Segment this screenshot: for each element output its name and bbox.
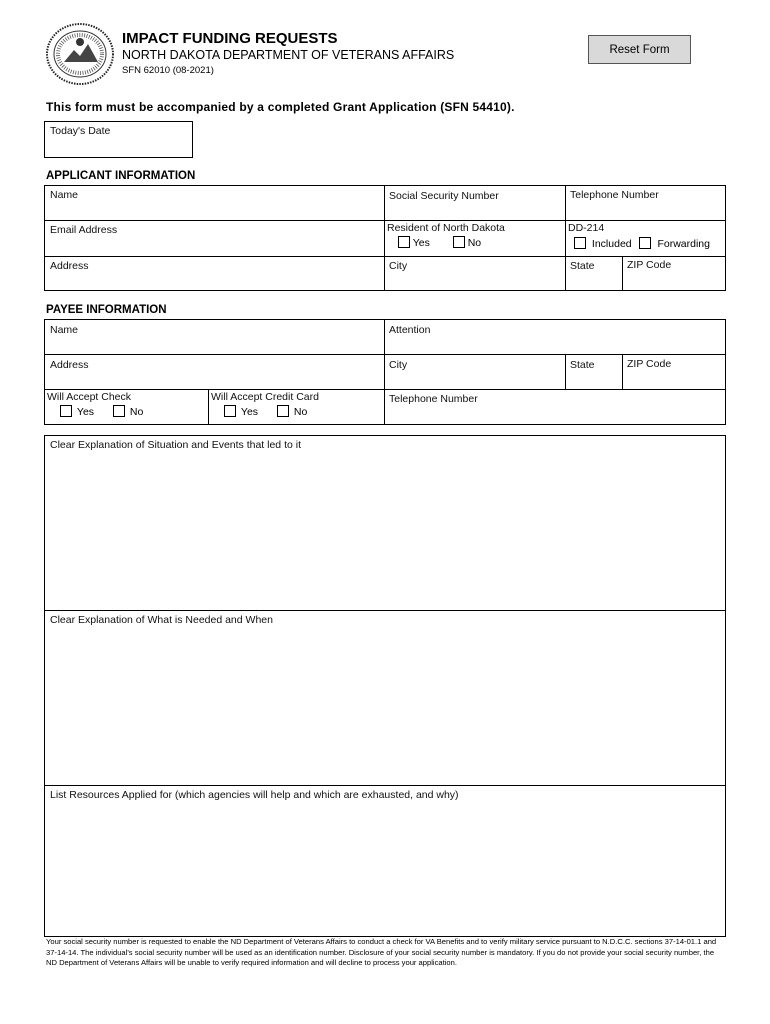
accept-credit-yes-checkbox[interactable] — [224, 405, 236, 417]
payee-section-heading: PAYEE INFORMATION — [46, 304, 167, 316]
reset-form-button[interactable]: Reset Form — [588, 35, 691, 64]
payee-address-label: Address — [50, 359, 89, 371]
ssn-disclaimer: Your social security number is requested to enable the ND Department of Veterans Affairs to conduct a check for VA Benefits and to verify military service pursuant to N.D.C.C. sections 37-14-01.1 and 37-14-14. The individual's social security number will be used as an identification number. Disclosure of your social security number is mandatory. If you do not provide your social security number, the ND Department of Veterans Affairs will be unable to verify required information and will decline to process your application. — [46, 937, 717, 968]
accept-check-no-label: No — [129, 406, 144, 418]
needed-explanation-textarea[interactable] — [45, 611, 725, 785]
applicant-name-field[interactable] — [45, 186, 384, 220]
accept-check-yes-checkbox[interactable] — [60, 405, 72, 417]
applicant-city-label: City — [389, 260, 408, 272]
payee-name-field[interactable] — [45, 320, 384, 354]
resident-yes-label: Yes — [412, 237, 430, 249]
applicant-state-label: State — [570, 260, 595, 272]
applicant-email-label: Email Address — [50, 224, 118, 236]
payee-zip-label: ZIP Code — [627, 358, 672, 370]
accept-credit-no-label: No — [293, 406, 308, 418]
applicant-address-field[interactable] — [45, 257, 384, 290]
resident-yes-checkbox[interactable] — [398, 236, 410, 248]
payee-city-field[interactable] — [385, 355, 565, 389]
accept-check-label: Will Accept Check — [47, 391, 132, 403]
applicant-name-label: Name — [50, 189, 79, 201]
accept-check-no-checkbox[interactable] — [113, 405, 125, 417]
resources-label: List Resources Applied for (which agencies will help and which are exhausted, and why) — [50, 789, 459, 801]
grant-application-notice: This form must be accompanied by a completed Grant Application (SFN 54410). — [46, 100, 515, 114]
applicant-phone-label: Telephone Number — [570, 189, 659, 201]
state-seal-icon — [44, 22, 116, 86]
department-name: NORTH DAKOTA DEPARTMENT OF VETERANS AFFAIRS — [122, 48, 455, 62]
form-title: IMPACT FUNDING REQUESTS — [122, 30, 338, 47]
payee-city-label: City — [389, 359, 408, 371]
situation-explanation-textarea[interactable] — [45, 436, 725, 610]
dd214-forwarding-checkbox[interactable] — [639, 237, 651, 249]
todays-date-label: Today's Date — [50, 125, 111, 137]
resident-label: Resident of North Dakota — [387, 222, 505, 234]
payee-attention-label: Attention — [389, 324, 431, 336]
applicant-section-heading: APPLICANT INFORMATION — [46, 170, 196, 182]
applicant-zip-label: ZIP Code — [627, 259, 672, 271]
dd214-forwarding-label: Forwarding — [657, 238, 710, 250]
applicant-ssn-label: Social Security Number — [389, 190, 499, 202]
accept-credit-yes-label: Yes — [240, 406, 259, 418]
dd214-included-checkbox[interactable] — [574, 237, 586, 249]
accept-check-yes-label: Yes — [76, 406, 95, 418]
payee-phone-label: Telephone Number — [389, 393, 478, 405]
situation-explanation-label: Clear Explanation of Situation and Events that led to it — [50, 439, 301, 451]
payee-state-label: State — [570, 359, 595, 371]
dd214-label: DD-214 — [568, 222, 605, 234]
resident-no-checkbox[interactable] — [453, 236, 465, 248]
payee-address-field[interactable] — [45, 355, 384, 389]
applicant-address-label: Address — [50, 260, 89, 272]
resident-no-label: No — [467, 237, 482, 249]
payee-attention-field[interactable] — [385, 320, 725, 354]
accept-credit-label: Will Accept Credit Card — [211, 391, 319, 403]
form-number: SFN 62010 (08-2021) — [122, 65, 214, 76]
resources-textarea[interactable] — [45, 786, 725, 936]
payee-name-label: Name — [50, 324, 79, 336]
accept-credit-no-checkbox[interactable] — [277, 405, 289, 417]
dd214-included-label: Included — [591, 238, 632, 250]
needed-explanation-label: Clear Explanation of What is Needed and When — [50, 614, 273, 626]
applicant-city-field[interactable] — [385, 257, 565, 290]
